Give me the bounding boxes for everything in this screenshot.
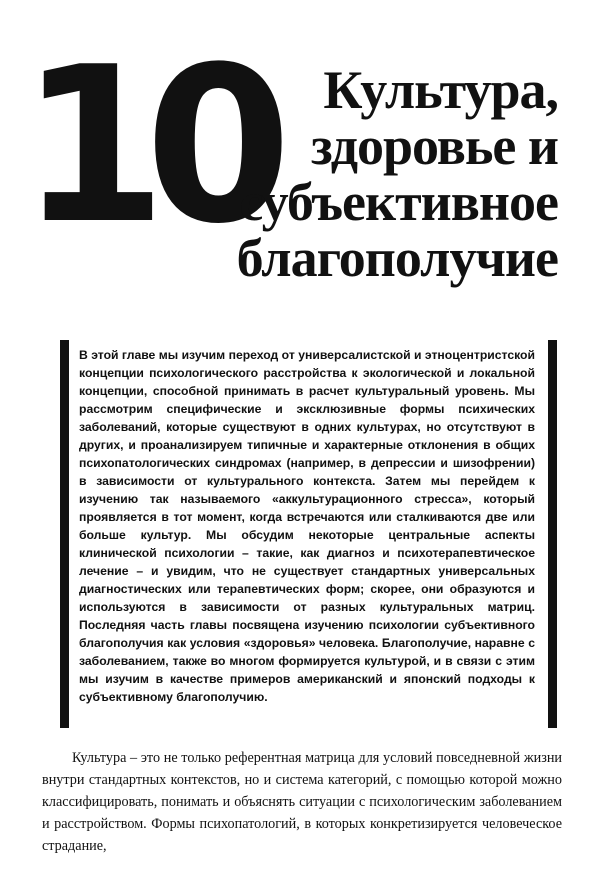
chapter-number: 10 — [20, 20, 271, 271]
chapter-title — [228, 62, 558, 286]
chapter-abstract-box — [60, 340, 557, 728]
chapter-title-line-2: здоровье и — [310, 116, 558, 176]
chapter-abstract: В этой главе мы изучим переход от универсалистской и этноцентристской концепции психологического расстройства к экологической и локальной концепции, способной принимать в расчет культуральный уровень. Мы рассмотрим специфические и эксклюзивные формы психических заболеваний, которые существуют в одних культурах, но отсутствуют в других, и проанализируем типичные и характерные отклонения в общих психопатологических синдромах (например, в депрессии и шизофрении) в зависимости от культурального контекста. Затем мы перейдем к изучению так называемого «аккультурационного стресса», который проявляется в тот момент, когда встречаются или сталкиваются две или больше культур. Мы обсудим некоторые центральные аспекты клинической психологии – такие, как диагноз и психотерапевтическое лечение – и увидим, что не существует стандартных универсальных диагностических или терапевтических форм; скорее, они образуются и используются в зависимости от разных культуральных матриц. Последняя часть главы посвящена изучению психологии субъективного благополучия как условия «здоровья» человека. Благополучие, наравне с заболеванием, также во многом формируется культурой, и в связи с этим мы изучим в качестве примеров американский и японский подходы к субъективному благополучию. — [79, 348, 535, 704]
abstract-left-bar — [60, 340, 69, 728]
abstract-right-bar — [548, 340, 557, 728]
chapter-title-line-3: субъективное — [239, 172, 558, 232]
chapter-title-line-1: Культура, — [323, 60, 558, 120]
chapter-title-line-4: благополучие — [236, 228, 558, 288]
body-paragraph: Культура – это не только референтная матрица для условий повседневной жизни внутри стандартных контекстов, но и система категорий, с помощью которой можно классифицировать, понимать и объяснять ситуации с психологическим заболеванием и расстройством. Формы психопатологий, в которых конкретизируется человеческое страдание, — [42, 750, 562, 854]
